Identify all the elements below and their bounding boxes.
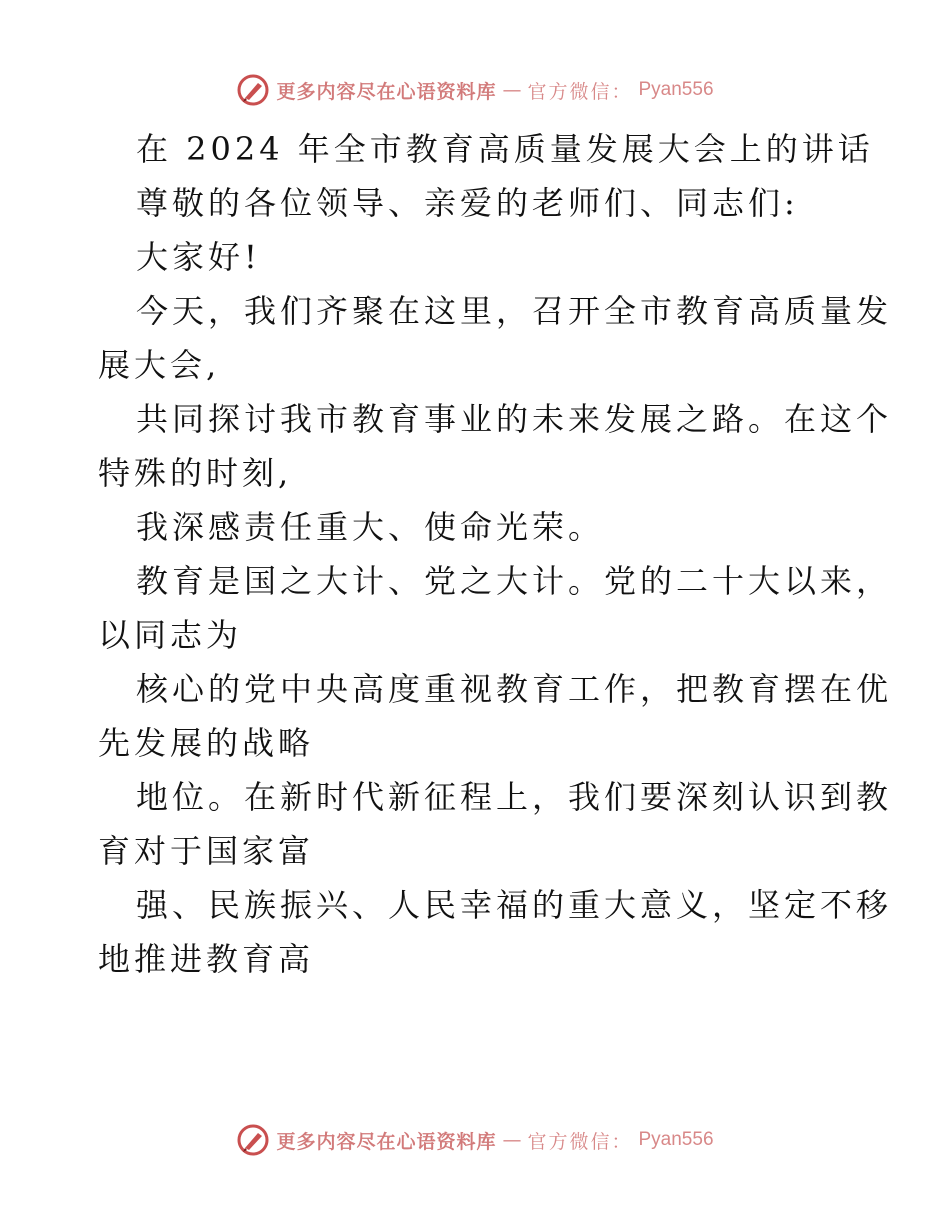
document-body — [98, 122, 893, 986]
text-line: 先发展的战略 — [98, 724, 315, 762]
footer-banner — [0, 1120, 950, 1160]
header-banner-main: 更多内容尽在心语资料库 — [276, 80, 497, 103]
text-line: 尊敬的各位领导、亲爱的老师们、同志们: — [136, 184, 799, 222]
text-line: 特殊的时刻, — [98, 454, 293, 492]
text-line: 共同探讨我市教育事业的未来发展之路。在这个 — [136, 400, 893, 438]
header-banner-wechat-label: 官方微信： — [527, 80, 633, 103]
document-title: 在 2024 年全市教育高质量发展大会上的讲话 — [136, 130, 874, 168]
text-line: 地位。在新时代新征程上，我们要深刻认识到教 — [136, 778, 893, 816]
footer-banner-wechat-id: Pyan556 — [638, 1129, 714, 1150]
text-line: 教育是国之大计、党之大计。党的二十大以来， — [136, 562, 893, 600]
text-line: 地推进教育高 — [98, 940, 315, 978]
text-line: 强、民族振兴、人民幸福的重大意义，坚定不移 — [136, 886, 893, 924]
text-line: 育对于国家富 — [98, 832, 315, 870]
header-banner — [0, 70, 950, 110]
header-banner-inner — [236, 73, 713, 107]
text-line: 以同志为 — [98, 616, 243, 654]
header-banner-separator: — — [502, 79, 522, 101]
footer-banner-separator: — — [502, 1129, 522, 1151]
pen-logo-icon — [236, 1123, 270, 1157]
footer-banner-wechat-label: 官方微信： — [527, 1130, 633, 1153]
text-line: 今天，我们齐聚在这里，召开全市教育高质量发 — [136, 292, 893, 330]
text-line: 展大会, — [98, 346, 221, 384]
text-line: 核心的党中央高度重视教育工作，把教育摆在优 — [136, 670, 893, 708]
header-banner-wechat-id: Pyan556 — [638, 79, 714, 100]
pen-logo-icon — [236, 73, 270, 107]
text-line: 大家好! — [136, 238, 261, 276]
footer-banner-main: 更多内容尽在心语资料库 — [276, 1130, 497, 1153]
text-line: 我深感责任重大、使命光荣。 — [136, 508, 605, 546]
footer-banner-inner — [236, 1123, 713, 1157]
